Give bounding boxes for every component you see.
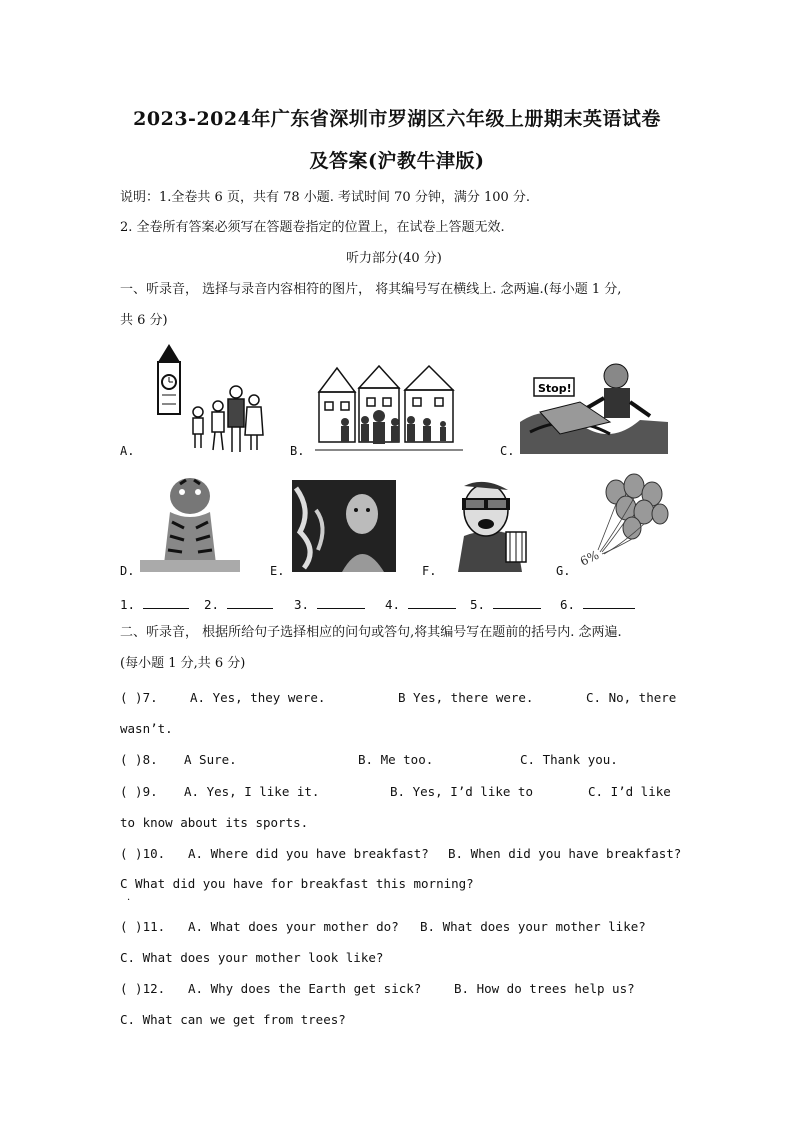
q7-option-c-cont: wasn’t. xyxy=(120,721,173,736)
q12-option-b: B. How do trees help us? xyxy=(454,981,635,996)
picture-a-big-ben-family xyxy=(150,340,270,455)
picture-label-d: D. xyxy=(120,564,135,578)
q8-option-a: A Sure. xyxy=(184,752,237,767)
q7-option-a: A. Yes, they were. xyxy=(190,690,326,705)
picture-b-houses-people xyxy=(315,362,463,454)
picture-c-stop-cartoon xyxy=(520,362,668,454)
part2-instruction: 二、听录音， 根据所给句子选择相应的问句或答句,将其编号写在题前的括号内. 念两遍. xyxy=(120,625,622,640)
q7-option-c: C. No, there xyxy=(586,690,677,705)
q10-option-b: B. When did you have breakfast? xyxy=(448,846,682,861)
answer-blank-4[interactable]: 4. xyxy=(385,596,456,613)
q11-number: ( )11. xyxy=(120,919,166,934)
dot-mark: · xyxy=(127,895,131,906)
picture-label-g: G. xyxy=(556,564,571,578)
q12-number: ( )12. xyxy=(120,981,166,996)
answer-blank-1[interactable]: 1. xyxy=(120,596,189,613)
answer-blank-2[interactable]: 2. xyxy=(204,596,273,613)
answer-blank-3[interactable]: 3. xyxy=(294,596,365,613)
q9-option-b: B. Yes, I’d like to xyxy=(390,784,533,799)
picture-label-e: E. xyxy=(270,564,285,578)
picture-label-b: B. xyxy=(290,444,305,458)
q11-option-a: A. What does your mother do? xyxy=(188,919,399,934)
q12-option-c: C. What can we get from trees? xyxy=(120,1012,346,1027)
picture-label-a: A. xyxy=(120,444,135,458)
picture-d-tiger xyxy=(140,472,240,572)
q11-option-b: B. What does your mother like? xyxy=(420,919,646,934)
picture-label-c: C. xyxy=(500,444,515,458)
q8-option-c: C. Thank you. xyxy=(520,752,618,767)
q10-option-c: C What did you have for breakfast this morning? xyxy=(120,876,474,891)
q9-option-c: C. I’d like xyxy=(588,784,671,799)
section-heading: 听力部分(40 分) xyxy=(346,251,442,266)
q7-number: ( )7. xyxy=(120,690,158,705)
part2-instruction-cont: (每小题 1 分,共 6 分) xyxy=(120,656,246,671)
part1-instruction: 一、听录音， 选择与录音内容相符的图片， 将其编号写在横线上. 念两遍.(每小题 1 分, xyxy=(120,282,622,297)
q8-option-b: B. Me too. xyxy=(358,752,434,767)
q9-number: ( )9. xyxy=(120,784,158,799)
picture-g-balloons xyxy=(576,470,672,570)
q9-option-c-cont: to know about its sports. xyxy=(120,815,309,830)
picture-f-3d-glasses xyxy=(444,476,538,572)
answer-blank-6[interactable]: 6. xyxy=(560,596,635,613)
picture-label-f: F. xyxy=(422,564,437,578)
q10-option-a: A. Where did you have breakfast? xyxy=(188,846,429,861)
part1-instruction-cont: 共 6 分) xyxy=(120,313,168,328)
note-1: 说明：1.全卷共 6 页，共有 78 小题. 考试时间 70 分钟，满分 100 分. xyxy=(120,190,531,205)
svg-text:6%: 6% xyxy=(577,547,602,569)
q8-number: ( )8. xyxy=(120,752,158,767)
note-2: 2. 全卷所有答案必须写在答题卷指定的位置上，在试卷上答题无效. xyxy=(120,220,505,235)
q10-number: ( )10. xyxy=(120,846,166,861)
q7-option-b: B Yes, there were. xyxy=(398,690,534,705)
page-title-line2: 及答案(沪教牛津版) xyxy=(309,150,485,172)
q11-option-c: C. What does your mother look like? xyxy=(120,950,384,965)
q12-option-a: A. Why does the Earth get sick? xyxy=(188,981,422,996)
q9-option-a: A. Yes, I like it. xyxy=(184,784,320,799)
picture-e-poster xyxy=(292,480,396,572)
answer-blank-5[interactable]: 5. xyxy=(470,596,541,613)
page-title: 2023-2024年广东省深圳市罗湖区六年级上册期末英语试卷 xyxy=(133,108,661,130)
stop-sign-text: Stop! xyxy=(538,382,572,395)
